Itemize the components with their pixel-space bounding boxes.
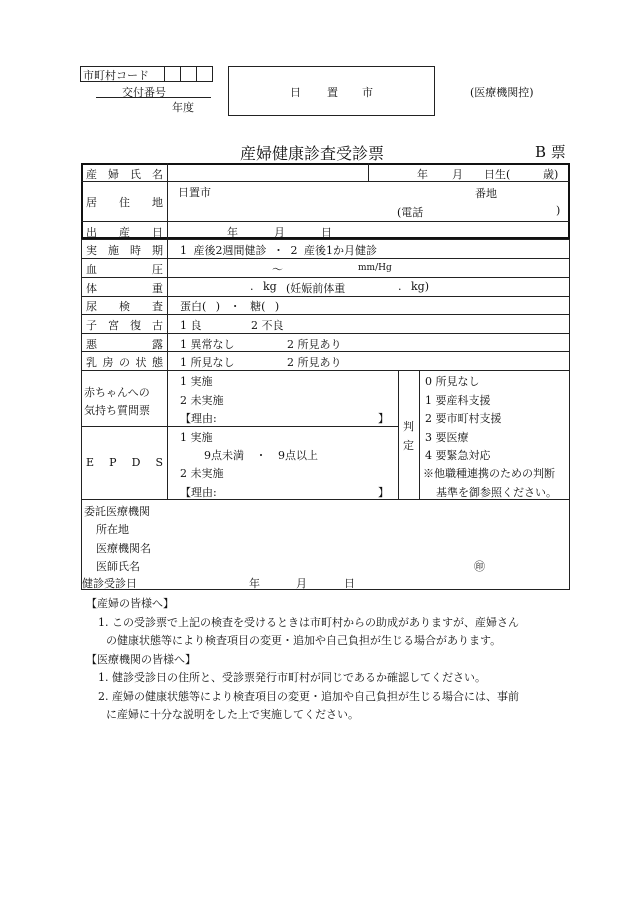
exam-month: 月 <box>296 577 307 590</box>
notes-mothers-heading: 【産婦の皆様へ】 <box>86 597 174 610</box>
row-line <box>81 221 570 222</box>
period-options: 1 産後2週間健診 ・ 2 産後1か月健診 <box>180 244 377 257</box>
judgement-label-1: 判 <box>403 420 414 433</box>
baby-reason-close: 】 <box>378 412 389 425</box>
divider <box>196 66 197 82</box>
baby-opt2: 2 未実施 <box>180 394 224 407</box>
bp-unit: mm/Hg <box>358 263 392 273</box>
epds-score: 9点未満 ・ 9点以上 <box>204 449 318 462</box>
copy-label: (医療機関控) <box>470 86 534 99</box>
facility-title: 委託医療機関 <box>84 505 150 518</box>
bp-tilde: ～ <box>272 263 283 276</box>
label-birth-date: 出 産 日 <box>86 226 163 239</box>
epds-reason-close: 】 <box>378 486 389 499</box>
notes-institution-2a: 2. 産婦の健康状態等により検査項目の変更・追加や自己負担が生じる場合には、事前 <box>98 690 519 703</box>
baby-reason: 【理由: <box>180 412 217 425</box>
name-divider <box>368 163 369 181</box>
row-line <box>81 258 570 259</box>
doctor-name-label: 医師氏名 <box>96 560 140 573</box>
issuer-char-2: 置 <box>327 86 338 99</box>
label-weight: 体 重 <box>86 282 163 295</box>
label-uterus: 子 宮 復 古 <box>86 319 163 332</box>
birth-year: 年 <box>227 226 238 239</box>
label-urine: 尿 検 査 <box>86 300 163 313</box>
name-birth: 日生( <box>484 168 511 181</box>
issuer-char-1: 日 <box>290 86 301 99</box>
epds-opt2: 2 未実施 <box>180 467 224 480</box>
lochia-opt1: 1 異常なし <box>180 338 235 351</box>
facility-address-label: 所在地 <box>96 523 129 536</box>
birth-day: 日 <box>321 226 332 239</box>
form-type: B 票 <box>535 143 566 161</box>
issue-number-label: 交付番号 <box>122 86 166 99</box>
judgement-divider-left <box>398 370 399 499</box>
row-line <box>81 426 398 427</box>
epds-opt1: 1 実施 <box>180 431 213 444</box>
label-column-divider <box>167 163 168 499</box>
address-tel-close: ) <box>556 204 561 217</box>
notes-institution-2b: に産婦に十分な説明をした上で実施してください。 <box>106 708 359 721</box>
weight-value: . kg <box>250 280 277 293</box>
form-title: 産婦健康診査受診票 <box>240 144 385 163</box>
judgement-item-2: 2 要市町村支援 <box>425 412 502 425</box>
label-mother-name: 産 婦 氏 名 <box>86 168 163 181</box>
epds-reason: 【理由: <box>180 486 217 499</box>
label-baby-1: 赤ちゃんへの <box>84 386 150 399</box>
row-line <box>81 370 570 371</box>
judgement-divider-right <box>419 370 420 499</box>
seal-mark: ㊞ <box>474 560 485 573</box>
judgement-item-3: 3 要医療 <box>425 431 469 444</box>
label-address: 居 住 地 <box>86 196 163 209</box>
divider <box>164 66 165 82</box>
name-age: 歳) <box>543 168 559 181</box>
exam-date-label: 健診受診日 <box>82 577 137 590</box>
judgement-item-4: 4 要緊急対応 <box>425 449 491 462</box>
judgement-note-2: 基準を御参照ください。 <box>436 486 557 499</box>
label-blood-pressure: 血 圧 <box>86 263 163 276</box>
breast-opt1: 1 所見なし <box>180 356 235 369</box>
label-lochia: 悪 露 <box>86 338 163 351</box>
address-city: 日置市 <box>178 186 211 199</box>
label-breast: 乳 房 の 状 態 <box>86 356 163 369</box>
exam-year: 年 <box>249 577 260 590</box>
baby-opt1: 1 実施 <box>180 375 213 388</box>
notes-institution-heading: 【医療機関の皆様へ】 <box>86 653 196 666</box>
row-line <box>81 314 570 315</box>
fiscal-year-label: 年度 <box>172 101 194 114</box>
weight-prepregnancy-value: . kg) <box>398 280 429 293</box>
row-line <box>81 296 570 297</box>
judgement-item-0: 0 所見なし <box>425 375 480 388</box>
judgement-label-2: 定 <box>403 439 414 452</box>
label-epds: E P D S <box>86 456 163 469</box>
name-month: 月 <box>452 168 463 181</box>
notes-institution-1: 1. 健診受診日の住所と、受診票発行市町村が同じであるか確認してください。 <box>98 671 486 684</box>
exam-day: 日 <box>344 577 355 590</box>
city-code-label: 市町村コード <box>83 69 149 82</box>
notes-mothers-1a: 1. この受診票で上記の検査を受けるときは市町村からの助成がありますが、産婦さん <box>98 616 519 629</box>
address-tel: (電話 <box>397 206 424 219</box>
weight-prepregnancy-label: (妊娠前体重 <box>286 282 346 295</box>
issuer-char-3: 市 <box>362 86 373 99</box>
lochia-opt2: 2 所見あり <box>287 338 342 351</box>
uterus-opt2: 2 不良 <box>251 319 284 332</box>
notes-mothers-1b: の健康状態等により検査項目の変更・追加や自己負担が生じる場合があります。 <box>106 634 502 647</box>
urine-fields: 蛋白( ) ・ 糖( ) <box>180 300 280 313</box>
label-baby-2: 気持ち質問票 <box>84 404 150 417</box>
row-line <box>81 277 570 278</box>
breast-opt2: 2 所見あり <box>287 356 342 369</box>
issue-number-line <box>96 97 211 98</box>
address-banchi: 番地 <box>475 187 497 200</box>
name-year: 年 <box>417 168 428 181</box>
judgement-item-1: 1 要産科支援 <box>425 394 491 407</box>
facility-name-label: 医療機関名 <box>96 542 151 555</box>
label-period: 実 施 時 期 <box>86 244 163 257</box>
uterus-opt1: 1 良 <box>180 319 202 332</box>
divider <box>180 66 181 82</box>
row-line <box>81 333 570 334</box>
birth-month: 月 <box>274 226 285 239</box>
judgement-note-1: ※他職種連携のための判断 <box>423 467 555 480</box>
